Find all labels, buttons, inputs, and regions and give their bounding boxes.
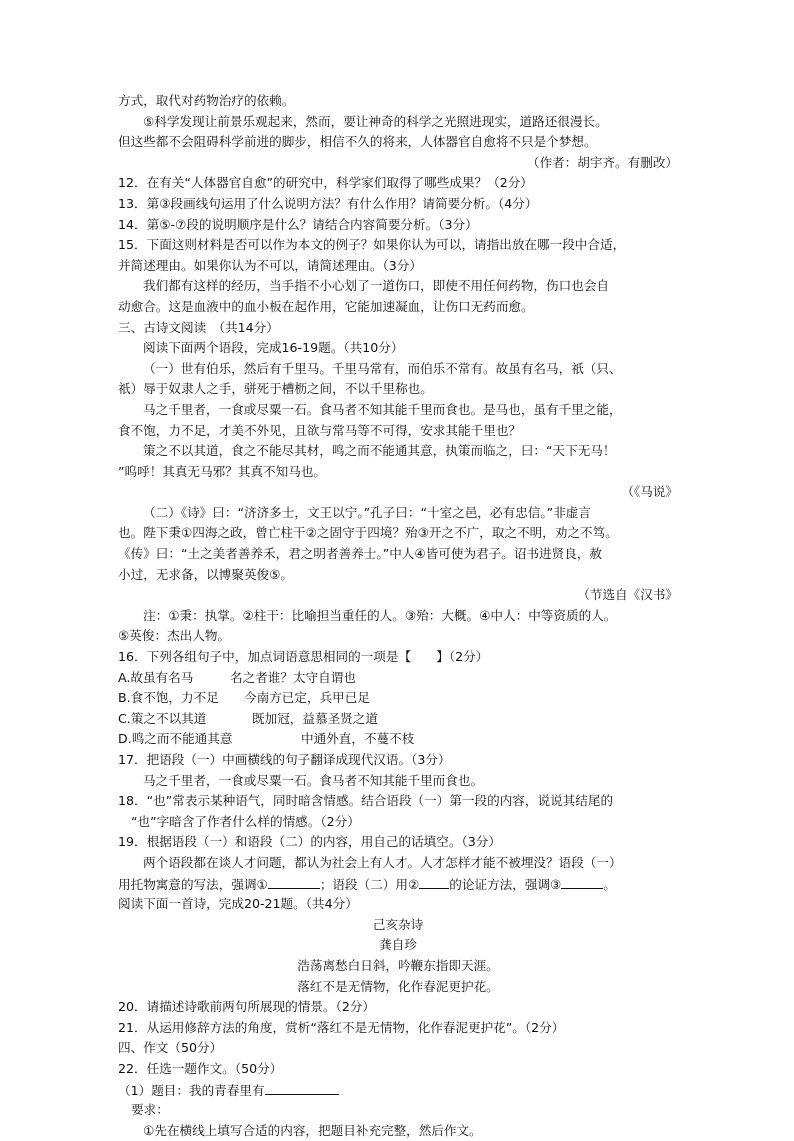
option-left: C.策之不以其道 bbox=[118, 710, 207, 726]
essay-topic-1 bbox=[118, 1080, 678, 1101]
passage-paragraph-5-cont: 但这些都不会阻碍科学前进的脚步，相信不久的将来，人体器官自愈将不只是个梦想。 bbox=[118, 134, 597, 150]
blank-text: 。 bbox=[603, 876, 616, 892]
option-left: A.故虽有名马 bbox=[118, 669, 194, 685]
text1-paragraph-2-cont: 食不饱，力不足，才美不外见，且欲与常马等不可得，安求其能千里也？ bbox=[118, 422, 521, 438]
question-19-body: 两个语段都在谈人才问题，都认为社会上有人才。人才怎样才能不被埋没？语段（一） bbox=[143, 854, 622, 870]
question-21: 21．从运用修辞方法的角度，赏析“落红不是无情物，化作春泥更护花”。（2分） bbox=[118, 1019, 565, 1035]
text2-notes: 注：①秉：执掌。②柱干：比喻担当重任的人。③殆：大概。④中人：中等资质的人。 bbox=[143, 607, 617, 623]
passage-text: 方式，取代对药物治疗的依赖。 bbox=[118, 93, 295, 108]
poem-line-2: 落红不是无情物，化作春泥更护花。 bbox=[297, 978, 499, 994]
answer-blank-2[interactable] bbox=[419, 874, 449, 889]
option-right: 既加冠，益慕圣贤之道 bbox=[252, 710, 378, 726]
question-15-material: 我们都有这样的经历，当手指不小心划了一道伤口，即使不用任何药物，伤口也会自 bbox=[143, 278, 609, 294]
option-right: 今南方已定，兵甲已足 bbox=[244, 690, 370, 706]
option-left: D.鸣之而不能通其意 bbox=[118, 731, 233, 747]
question-16: 16．下列各组句子中，加点词语意思相同的一项是【 】（2分） bbox=[118, 649, 489, 665]
question-15-cont: 并简述理由。如果你认为不可以，请简述理由。（3分） bbox=[118, 257, 422, 273]
text2-line: 也。陛下秉①四海之政，曾亡柱干②之固守于四境？殆③开之不广，取之不明，劝之不笃。 bbox=[118, 525, 618, 541]
question-15-material-cont: 动愈合。这是血液中的血小板在起作用，它能加速凝血，让伤口无药而愈。 bbox=[118, 298, 534, 314]
essay-requirements-label: 要求： bbox=[131, 1102, 169, 1118]
section-4-heading: 四、作文（50分） bbox=[118, 1040, 223, 1056]
answer-blank-1[interactable] bbox=[268, 874, 320, 889]
text2-line: 小过，无求备，以博聚英俊⑤。 bbox=[118, 566, 294, 582]
text1-paragraph-3-cont: ”呜呼！其真无马邪？其真不知马也。 bbox=[118, 463, 327, 479]
exam-page bbox=[118, 91, 678, 1141]
option-right: 中通外直，不蔓不枝 bbox=[301, 731, 415, 747]
question-19: 19．根据语段（一）和语段（二）的内容，用自己的话填空。（3分） bbox=[118, 834, 501, 850]
question-17: 17．把语段（一）中画横线的句子翻译成现代汉语。（3分） bbox=[118, 752, 451, 767]
poem-line-1: 浩荡离愁白日斜，吟鞭东指即天涯。 bbox=[297, 957, 499, 973]
essay-requirement-1: ①先在横线上填写合适的内容，把题目补充完整，然后作文。 bbox=[143, 1122, 482, 1138]
question-18-cont: “也”字暗含了作者什么样的情感。（2分） bbox=[131, 813, 360, 829]
text2-source: （节选自《汉书》 bbox=[577, 587, 678, 603]
question-19-blanks bbox=[118, 874, 678, 895]
poem-title: 己亥杂诗 bbox=[372, 916, 424, 932]
option-right: 名之者谁？太守自谓也 bbox=[230, 669, 356, 685]
passage-paragraph-5: ⑤科学发现让前景乐观起来，然而，要让神奇的科学之光照进现实，道路还很漫长。 bbox=[143, 113, 608, 129]
poem-intro: 阅读下面一首诗，完成20-21题。（共4分） bbox=[118, 896, 358, 912]
blank-text: 用托物寓意的写法，强调① bbox=[118, 876, 268, 892]
question-13: 13．第③段画线句运用了什么说明方法？有什么作用？请简要分析。（4分） bbox=[118, 195, 538, 211]
text1-source: （《马说》 bbox=[621, 484, 678, 500]
text1-paragraph-1-cont: 祇）辱于奴隶人之手，骈死于槽枥之间，不以千里称也。 bbox=[118, 381, 433, 397]
question-17-sentence: 马之千里者，一食或尽粟一石。食马者不知其能千里而食也。 bbox=[143, 772, 484, 788]
question-15: 15．下面这则材料是否可以作为本文的例子？如果你认为可以，请指出放在哪一段中合适， bbox=[118, 237, 626, 253]
question-16-option-d bbox=[118, 729, 678, 750]
question-16-option-a bbox=[118, 668, 678, 689]
answer-blank-3[interactable] bbox=[561, 874, 603, 889]
question-22: 22．任选一题作文。（50分） bbox=[118, 1060, 283, 1076]
question-20: 20．请描述诗歌前两句所展现的情景。（2分） bbox=[118, 999, 376, 1015]
passage-author: （作者：胡宇齐。有删改） bbox=[526, 154, 678, 170]
text1-paragraph-3: 策之不以其道，食之不能尽其材，鸣之而不能通其意，执策而临之，曰：“天下无马！ bbox=[143, 443, 616, 459]
blank-text: ；语段（二）用② bbox=[319, 876, 420, 892]
essay-topic-text: （1）题目：我的青春里有 bbox=[118, 1082, 265, 1098]
essay-title-blank[interactable] bbox=[265, 1080, 339, 1095]
question-14: 14．第⑤-⑦段的说明顺序是什么？请结合内容简要分析。（3分） bbox=[118, 216, 478, 232]
blank-text: 的论证方法，强调③ bbox=[449, 876, 562, 892]
text2-line: 《传》曰：“土之美者善养禾，君之明者善养士。”中人④皆可使为君子。诏书进贤良，赦 bbox=[118, 546, 603, 562]
question-18: 18．“也”常表示某种语气，同时暗含情感。结合语段（一）第一段的内容，说说其结尾的 bbox=[118, 793, 614, 809]
text2-line: （二）《诗》曰：“济济多士，文王以宁。”孔子曰：“十室之邑，必有忠信。”非虚言 bbox=[143, 504, 591, 520]
section-3-intro: 阅读下面两个语段，完成16-19题。（共10分） bbox=[143, 340, 404, 356]
question-16-option-b bbox=[118, 688, 678, 709]
question-12: 12．在有关“人体器官自愈”的研究中，科学家们取得了哪些成果？（2分） bbox=[118, 175, 533, 191]
section-3-heading: 三、古诗文阅读 （共14分） bbox=[118, 319, 279, 335]
text1-paragraph-1: （一）世有伯乐，然后有千里马。千里马常有，而伯乐不常有。故虽有名马，祇（只、 bbox=[143, 360, 622, 376]
poem-author: 龚自珍 bbox=[379, 937, 417, 953]
text2-notes-cont: ⑤英俊：杰出人物。 bbox=[118, 628, 231, 644]
text1-paragraph-2: 马之千里者，一食或尽粟一石。食马者不知其能千里而食也。是马也，虽有千里之能， bbox=[143, 401, 622, 417]
option-left: B.食不饱，力不足 bbox=[118, 690, 219, 706]
question-16-option-c bbox=[118, 709, 678, 730]
